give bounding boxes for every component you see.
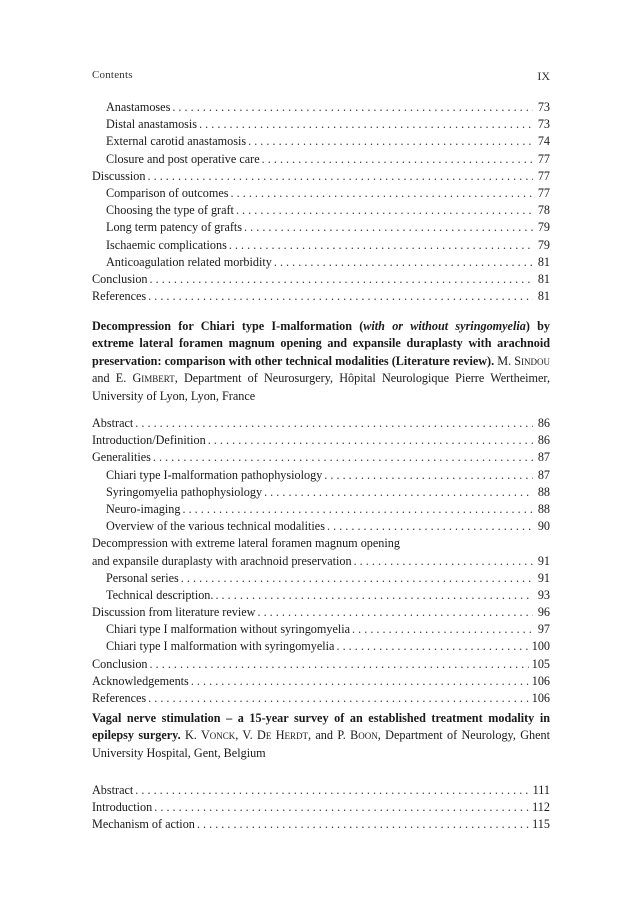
toc-leader-dots xyxy=(148,168,534,185)
toc-entry-title: Choosing the type of graft xyxy=(106,203,234,218)
toc-entry-title: Chiari type I malformation without syringomyelia xyxy=(106,622,351,637)
author-3-initial: , and P. B xyxy=(308,728,359,743)
toc-leader-dots xyxy=(172,99,533,116)
toc-entry-page: 86 xyxy=(537,416,550,430)
toc-entry-title: External carotid anastamosis xyxy=(106,134,247,149)
toc-leader-dots xyxy=(324,467,533,484)
toc-leader-dots xyxy=(244,219,533,236)
toc-entry[interactable] xyxy=(92,116,550,133)
toc-leader-dots xyxy=(231,185,533,202)
toc-entry-page: 77 xyxy=(537,185,550,200)
toc-leader-dots xyxy=(264,484,533,501)
toc-entry[interactable] xyxy=(92,518,550,535)
toc-entry[interactable] xyxy=(92,202,550,219)
toc-leader-dots xyxy=(236,202,533,219)
toc-leader-dots xyxy=(327,518,533,535)
toc-entry[interactable] xyxy=(92,690,550,707)
toc-entry-title: Abstract xyxy=(92,783,134,797)
toc-entry[interactable] xyxy=(92,185,550,202)
toc-entry[interactable] xyxy=(92,656,550,673)
toc-entry-page: 87 xyxy=(537,467,550,482)
toc-leader-dots xyxy=(257,604,533,621)
toc-leader-dots xyxy=(153,449,533,466)
article-heading-vagal xyxy=(92,710,550,762)
toc-entry[interactable] xyxy=(92,449,550,466)
toc-entry-title: References xyxy=(92,691,147,705)
toc-entry[interactable] xyxy=(92,415,550,432)
author-2-initial: , V. D xyxy=(235,728,266,743)
toc-entry-page: 81 xyxy=(537,289,550,304)
article-title-part1: Decompression for Chiari type I-malformation ( xyxy=(92,319,364,333)
toc-entry-title: Chiari type I-malformation pathophysiology xyxy=(106,467,323,482)
toc-entry-title: Technical description. xyxy=(106,587,214,602)
toc-entry-title: Acknowledgements xyxy=(92,673,189,688)
toc-entry[interactable] xyxy=(92,254,550,271)
toc-entry[interactable] xyxy=(92,816,550,833)
author-1-surname: indou xyxy=(521,353,551,368)
toc-entry-page: 79 xyxy=(537,237,550,252)
toc-entry[interactable] xyxy=(92,621,550,638)
toc-leader-dots xyxy=(229,237,533,254)
toc-entry-title: Ischaemic complications xyxy=(106,237,227,252)
toc-section-2 xyxy=(92,415,550,707)
toc-leader-dots xyxy=(150,271,533,288)
article-heading-chiari xyxy=(92,318,550,405)
article-title: Vagal nerve stimulation – a 15-year survey of an established treatment modality in epilepsy surgery. xyxy=(92,711,550,743)
toc-leader-dots xyxy=(215,587,533,604)
toc-entry-title: Discussion from literature review xyxy=(92,605,256,620)
author-1-initial: K. V xyxy=(180,728,210,743)
toc-entry[interactable] xyxy=(92,501,550,518)
author-2-surname: erdt xyxy=(284,728,308,743)
toc-entry-page: 81 xyxy=(537,254,550,269)
article-title-italic: with or without syringomyelia xyxy=(363,319,526,333)
toc-entry-title: Introduction xyxy=(92,800,153,815)
header-page-number: IX xyxy=(537,69,550,83)
toc-entry[interactable] xyxy=(92,535,550,552)
toc-leader-dots xyxy=(197,816,529,833)
toc-entry-title: and expansile duraplasty with arachnoid preservation xyxy=(92,553,352,568)
toc-entry-page: 87 xyxy=(537,450,550,465)
running-header xyxy=(92,69,550,83)
toc-entry[interactable] xyxy=(92,168,550,185)
toc-entry-title: Abstract xyxy=(92,416,134,430)
toc-entry-page: 96 xyxy=(537,605,550,620)
toc-entry[interactable] xyxy=(92,782,550,799)
toc-entry-page: 106 xyxy=(531,691,550,705)
toc-leader-dots xyxy=(148,690,529,707)
toc-entry[interactable] xyxy=(92,604,550,621)
toc-entry-page: 88 xyxy=(537,484,550,499)
toc-entry-page: 91 xyxy=(537,553,550,568)
toc-entry-title: Generalities xyxy=(92,450,151,465)
toc-entry[interactable] xyxy=(92,271,550,288)
toc-leader-dots xyxy=(199,116,533,133)
toc-entry-title: Syringomyelia pathophysiology xyxy=(106,484,263,499)
toc-entry-page: 100 xyxy=(531,639,550,654)
toc-entry-page: 105 xyxy=(531,656,550,671)
author-3-surname: oon xyxy=(358,728,378,743)
toc-entry-page: 111 xyxy=(532,783,550,797)
toc-entry-page: 73 xyxy=(537,100,550,114)
toc-leader-dots xyxy=(248,133,533,150)
author-1-surname: onck xyxy=(209,728,236,743)
toc-entry[interactable] xyxy=(92,133,550,150)
toc-entry[interactable] xyxy=(92,673,550,690)
toc-entry-page: 74 xyxy=(537,134,550,149)
author-2-surname-initial: H xyxy=(271,728,285,743)
toc-leader-dots xyxy=(182,501,533,518)
toc-entry-title: References xyxy=(92,289,147,304)
toc-entry[interactable] xyxy=(92,219,550,236)
toc-entry-page: 90 xyxy=(537,519,550,534)
toc-entry-page: 93 xyxy=(537,587,550,602)
toc-entry-title: Neuro-imaging xyxy=(106,501,181,516)
toc-entry[interactable] xyxy=(92,288,550,305)
toc-entry-title: Decompression with extreme lateral foramen magnum opening xyxy=(92,536,400,551)
toc-leader-dots xyxy=(135,415,533,432)
toc-entry-page: 112 xyxy=(532,800,550,815)
toc-entry[interactable] xyxy=(92,553,550,570)
toc-entry-title: Long term patency of grafts xyxy=(106,220,243,235)
toc-entry-page: 88 xyxy=(537,501,550,516)
toc-entry[interactable] xyxy=(92,638,550,655)
toc-entry[interactable] xyxy=(92,587,550,604)
article-affiliation: , Department of Neurology, Ghent University Hospital, Gent, Belgium xyxy=(92,728,551,760)
toc-entry-title: Discussion xyxy=(92,168,146,183)
toc-entry-title: Comparison of outcomes xyxy=(106,185,229,200)
toc-entry[interactable] xyxy=(92,151,550,168)
toc-entry-title: Chiari type I malformation with syringomyelia xyxy=(106,639,335,654)
toc-section-1 xyxy=(92,99,550,305)
toc-entry[interactable] xyxy=(92,432,550,449)
toc-leader-dots xyxy=(154,799,529,816)
toc-section-3 xyxy=(92,782,550,834)
author-1-initial: M. S xyxy=(497,353,522,368)
toc-entry[interactable] xyxy=(92,484,550,501)
toc-entry-page: 77 xyxy=(537,151,550,166)
toc-entry-page: 73 xyxy=(537,117,550,132)
header-section-title: Contents xyxy=(92,69,133,81)
toc-entry-title: Distal anastamosis xyxy=(106,117,198,132)
toc-entry-title: Overview of the various technical modalities xyxy=(106,519,325,534)
toc-entry-page: 97 xyxy=(537,622,550,637)
toc-entry[interactable] xyxy=(92,570,550,587)
toc-leader-dots xyxy=(191,673,529,690)
toc-leader-dots xyxy=(135,782,529,799)
toc-entry-page: 77 xyxy=(537,168,550,183)
toc-leader-dots xyxy=(336,638,528,655)
toc-entry-page: 115 xyxy=(532,817,550,832)
toc-leader-dots xyxy=(274,254,533,271)
toc-leader-dots xyxy=(148,288,533,305)
author-2-surname-prefix: e xyxy=(265,728,272,743)
toc-entry[interactable] xyxy=(92,799,550,816)
toc-entry-title: Conclusion xyxy=(92,656,148,671)
toc-entry-title: Anticoagulation related morbidity xyxy=(106,254,272,269)
toc-leader-dots xyxy=(354,553,533,570)
toc-entry-page: 79 xyxy=(537,220,550,235)
toc-leader-dots xyxy=(208,432,533,449)
article-title-part2: ) by extreme lateral foramen magnum opening and expansile duraplasty with arachnoid preservation: comparison with other technical modalities (Literature review). xyxy=(92,319,550,368)
toc-entry-title: Conclusion xyxy=(92,271,148,286)
toc-entry-page: 86 xyxy=(537,433,550,448)
toc-entry-title: Mechanism of action xyxy=(92,817,195,832)
toc-leader-dots xyxy=(262,151,533,168)
toc-entry[interactable] xyxy=(92,99,550,116)
toc-entry-title: Introduction/Definition xyxy=(92,433,206,448)
toc-leader-dots xyxy=(150,656,529,673)
toc-entry-page: 91 xyxy=(537,570,550,585)
article-affiliation: , Department of Neurosurgery, Hôpital Neurologique Pierre Wertheimer, University of Lyon, Lyon, France xyxy=(92,371,551,403)
toc-entry-page: 106 xyxy=(531,673,550,688)
toc-entry-title: Personal series xyxy=(106,570,179,585)
toc-entry-title: Anastamoses xyxy=(106,100,171,114)
toc-entry-page: 81 xyxy=(537,271,550,286)
toc-entry-page: 78 xyxy=(537,203,550,218)
toc-entry-title: Closure and post operative care xyxy=(106,151,260,166)
toc-entry[interactable] xyxy=(92,467,550,484)
author-2-surname: imbert xyxy=(141,371,175,386)
author-2-initial: and E. G xyxy=(92,371,142,386)
toc-leader-dots xyxy=(181,570,533,587)
toc-entry[interactable] xyxy=(92,237,550,254)
toc-leader-dots xyxy=(352,621,533,638)
